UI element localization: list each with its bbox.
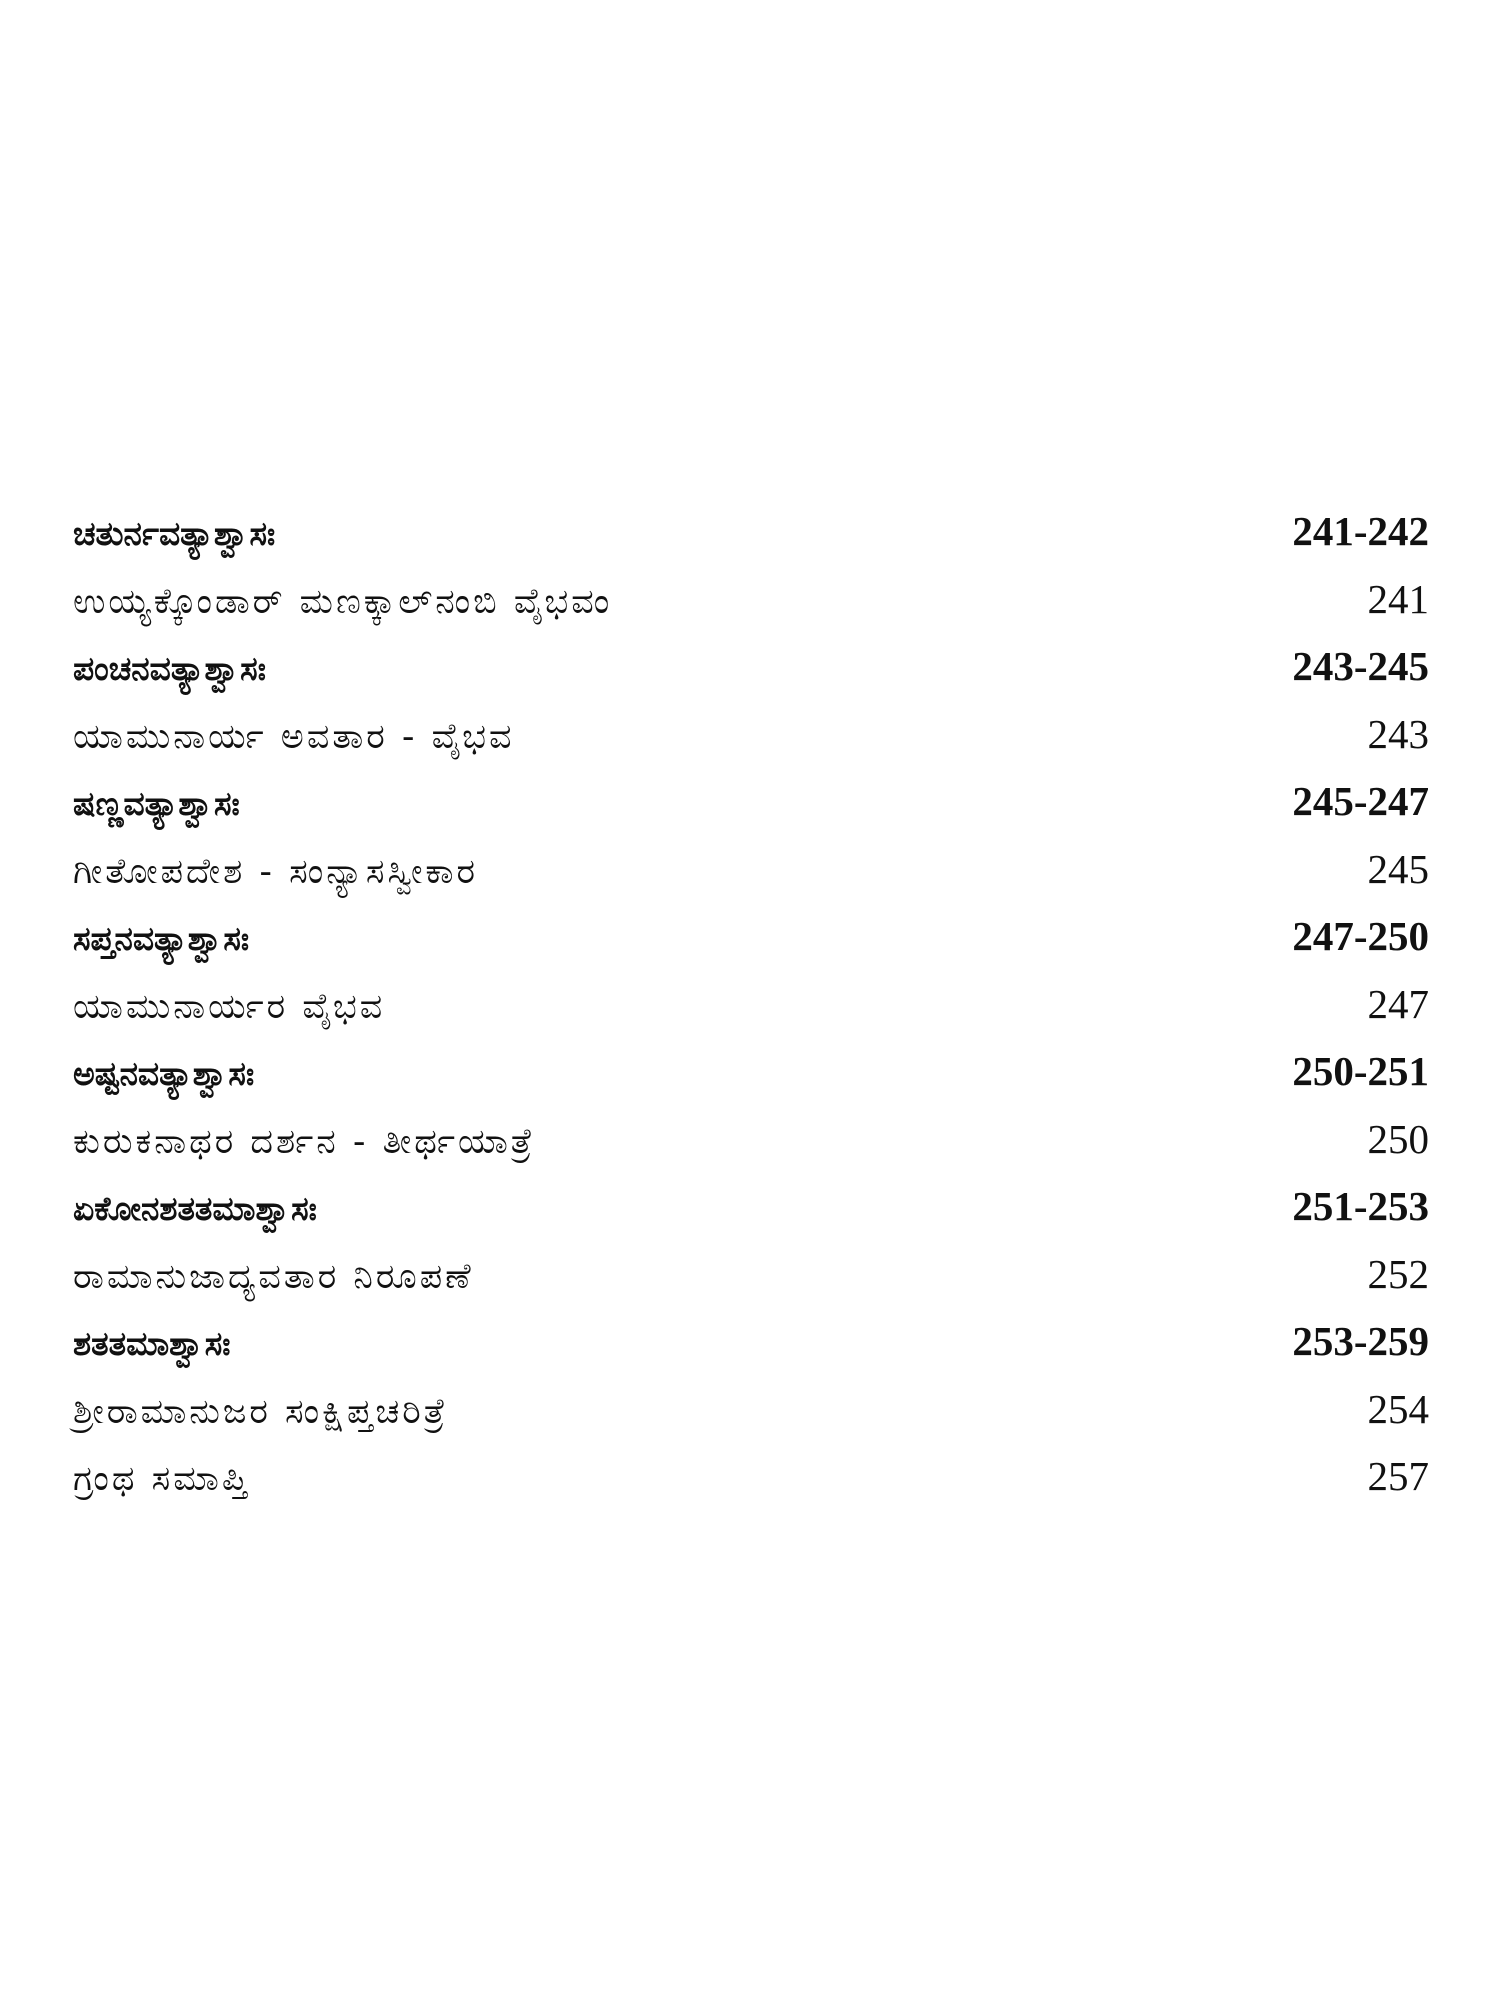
- toc-page-number: 243: [1367, 710, 1429, 757]
- toc-title: ಪಂಚನವತ್ಯಾಶ್ವಾಸಃ: [73, 649, 266, 688]
- toc-title: ಶ್ರೀರಾಮಾನುಜರ ಸಂಕ್ಷಿಪ್ತಚರಿತ್ರೆ: [73, 1391, 449, 1432]
- toc-page-range: 251-253: [1292, 1183, 1429, 1229]
- toc-page-range: 241-242: [1292, 508, 1429, 554]
- toc-row: [73, 633, 1429, 701]
- toc-row: [73, 1038, 1429, 1106]
- toc-row: [73, 903, 1429, 971]
- toc-row: [73, 768, 1429, 836]
- toc-page-range: 243-245: [1292, 643, 1429, 689]
- toc-title: ಚತುರ್ನವತ್ಯಾಶ್ವಾಸಃ: [73, 514, 276, 553]
- toc-row: [73, 1308, 1429, 1376]
- toc-page-number: 247: [1367, 980, 1429, 1027]
- toc-row: [73, 1443, 1429, 1511]
- toc-title: ಏಕೋನಶತತಮಾಶ್ವಾಸಃ: [73, 1189, 317, 1228]
- toc-title: ಉಯ್ಯಕ್ಕೊಂಡಾರ್ ಮಣಕ್ಕಾಲ್‌ನಂಬಿ ವೈಭವಂ: [73, 581, 613, 622]
- toc-title: ಯಾಮುನಾರ್ಯ ಅವತಾರ - ವೈಭವ: [73, 716, 515, 757]
- toc-row: [73, 498, 1429, 566]
- toc-page-range: 253-259: [1292, 1318, 1429, 1364]
- toc-row: [73, 836, 1429, 904]
- toc-title: ರಾಮಾನುಜಾದ್ಯವತಾರ ನಿರೂಪಣೆ: [73, 1256, 474, 1297]
- toc-page-range: 250-251: [1292, 1048, 1429, 1094]
- toc-page-number: 257: [1367, 1453, 1429, 1499]
- toc-page-range: 247-250: [1292, 913, 1429, 959]
- table-of-contents: [73, 498, 1429, 1511]
- toc-page-number: 254: [1367, 1385, 1429, 1432]
- toc-page-range: 245-247: [1292, 778, 1429, 824]
- toc-page-number: 241: [1367, 575, 1429, 622]
- toc-row: [73, 971, 1429, 1039]
- toc-title: ಕುರುಕನಾಥರ ದರ್ಶನ - ತೀರ್ಥಯಾತ್ರೆ: [73, 1121, 536, 1162]
- toc-title: ಷಣ್ಣವತ್ಯಾಶ್ವಾಸಃ: [73, 784, 240, 823]
- toc-row: [73, 1241, 1429, 1309]
- toc-row: [73, 1173, 1429, 1241]
- toc-row: [73, 566, 1429, 634]
- toc-row: [73, 1376, 1429, 1444]
- toc-row: [73, 701, 1429, 769]
- toc-title: ಗೀತೋಪದೇಶ - ಸಂನ್ಯಾಸಸ್ವೀಕಾರ: [73, 851, 479, 892]
- toc-title: ಯಾಮುನಾರ್ಯರ ವೈಭವ: [73, 986, 386, 1027]
- toc-row: [73, 1106, 1429, 1174]
- toc-page-number: 250: [1367, 1115, 1429, 1162]
- toc-page-number: 252: [1367, 1250, 1429, 1297]
- toc-title: ಶತತಮಾಶ್ವಾಸಃ: [73, 1324, 231, 1363]
- toc-title: ಗ್ರಂಥ ಸಮಾಪ್ತಿ: [73, 1459, 251, 1499]
- toc-page-number: 245: [1367, 845, 1429, 892]
- toc-title: ಅಷ್ಟನವತ್ಯಾಶ್ವಾಸಃ: [73, 1054, 255, 1093]
- toc-title: ಸಪ್ತನವತ್ಯಾಶ್ವಾಸಃ: [73, 919, 250, 958]
